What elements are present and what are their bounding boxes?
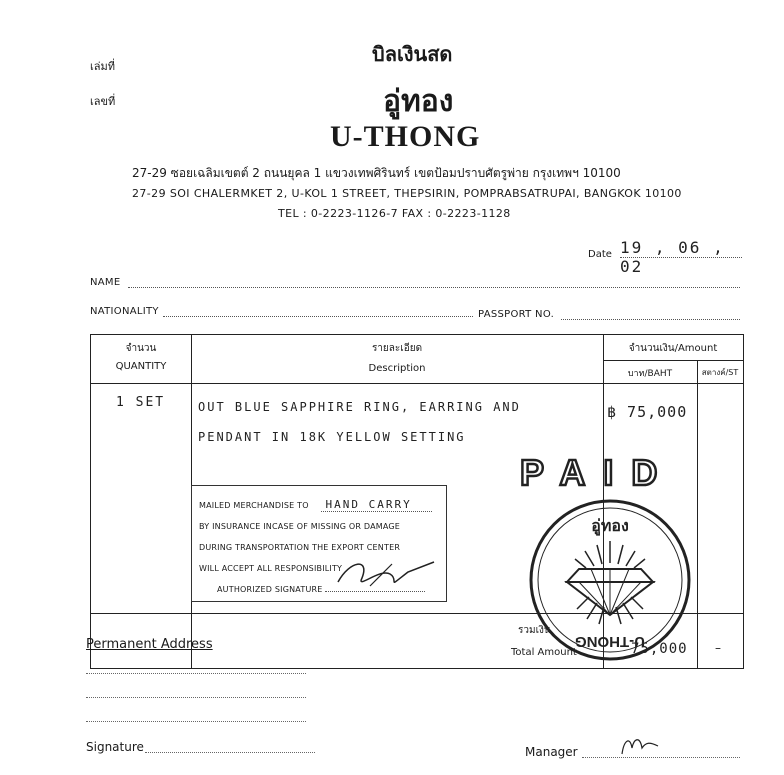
seal-text-english: U-THONG (575, 633, 645, 650)
mailed-to-value: HAND CARRY (321, 498, 431, 512)
quantity-header: QUANTITY (115, 361, 167, 372)
seal-text-thai: อู่ทอง (591, 516, 629, 535)
description-header: Description (368, 363, 426, 374)
responsibility-line: WILL ACCEPT ALL RESPONSIBILITY (199, 564, 343, 573)
nationality-field-line (163, 316, 473, 317)
address-line-3 (86, 721, 306, 722)
amount-header: จำนวนเงิน/Amount (628, 343, 718, 354)
company-seal (527, 497, 693, 663)
address-line-2 (86, 697, 306, 698)
description-header-thai: รายละเอียด (371, 343, 423, 354)
name-field-line (128, 287, 740, 288)
mailed-to-label: MAILED MERCHANDISE TO (199, 501, 309, 510)
manager-signature-scribble (618, 734, 662, 758)
total-amount: 75,000 (631, 641, 688, 657)
paid-stamp: PAID (520, 452, 676, 493)
manager-label: Manager (525, 745, 578, 759)
item-description-line-1: OUT BLUE SAPPHIRE RING, EARRING AND (198, 400, 521, 414)
address-line-1 (86, 673, 306, 674)
baht-header: บาท/BAHT (627, 369, 673, 379)
total-label-thai: รวมเงิน (518, 625, 551, 636)
shop-address-english: 27-29 SOI CHALERMKET 2, U-KOL 1 STREET, THEPSIRIN, POMPRABSATRUPAI, BANGKOK 10100 (132, 187, 682, 200)
date-label: Date (588, 249, 612, 260)
item-description-line-2: PENDANT IN 18K YELLOW SETTING (198, 430, 466, 444)
authorized-signature-label: AUTHORIZED SIGNATURE (217, 585, 323, 594)
shop-name-english: U-THONG (330, 120, 481, 153)
table-header-divider (91, 383, 743, 384)
name-label: NAME (90, 277, 121, 288)
insurance-line: BY INSURANCE INCASE OF MISSING OR DAMAGE (199, 522, 401, 531)
permanent-address-label: Permanent Address (86, 637, 213, 652)
book-number-label: เล่มที่ (90, 60, 116, 73)
passport-field-line (561, 319, 740, 320)
item-quantity: 1 SET (116, 395, 166, 410)
table-divider (603, 360, 743, 361)
date-value: 19 , 06 , 02 (620, 238, 742, 258)
total-label: Total Amount (511, 647, 577, 658)
table-divider (697, 360, 698, 668)
bill-title: บิลเงินสด (372, 42, 453, 66)
passport-label: PASSPORT NO. (478, 309, 555, 320)
total-satang: – (715, 641, 721, 655)
shop-name-thai: อู่ทอง (383, 84, 454, 119)
quantity-header-thai: จำนวน (125, 343, 157, 354)
mailed-to-line (199, 494, 440, 516)
item-amount: ฿ 75,000 (607, 403, 688, 421)
authorized-signature-scribble (330, 550, 440, 595)
nationality-label: NATIONALITY (90, 306, 159, 317)
signature-label: Signature (86, 740, 144, 754)
satang-header: สตางค์/ST (701, 368, 739, 377)
bill-number-label: เลขที่ (90, 95, 116, 108)
shop-telephone: TEL : 0-2223-1126-7 FAX : 0-2223-1128 (278, 207, 511, 220)
transportation-line: DURING TRANSPORTATION THE EXPORT CENTER (199, 543, 401, 552)
signature-field-line (145, 752, 315, 753)
shop-address-thai: 27-29 ซอยเฉลิมเขตต์ 2 ถนนยุคล 1 แขวงเทพศิรินทร์ เขตป้อมปราบศัตรูพ่าย กรุงเทพฯ 10100 (132, 166, 621, 180)
